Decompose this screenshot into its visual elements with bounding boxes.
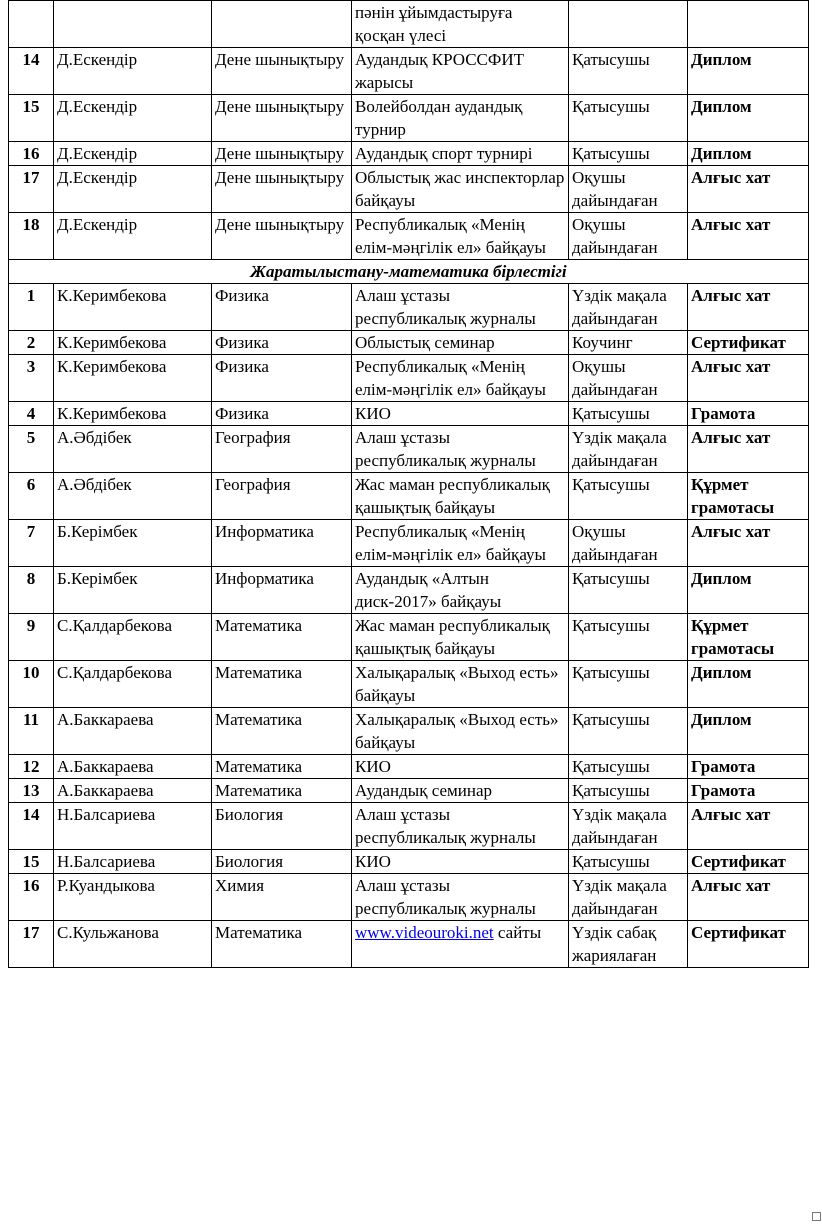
cell-name: Р.Куандыкова: [54, 874, 212, 921]
table-row: [9, 874, 809, 921]
cell-name: А.Баккараева: [54, 708, 212, 755]
table-row: [9, 473, 809, 520]
cell-num: 17: [9, 166, 54, 213]
cell-event: Алаш ұстазы республикалық журналы: [352, 284, 569, 331]
cell-name: Д.Ескендір: [54, 48, 212, 95]
cell-event: Аудандық семинар: [352, 779, 569, 803]
cell-event: Облыстық жас инспекторлар байқауы: [352, 166, 569, 213]
cell-result: Құрмет грамотасы: [688, 473, 809, 520]
cell-num: 15: [9, 95, 54, 142]
cell-subject: Физика: [212, 331, 352, 355]
cell-num: 12: [9, 755, 54, 779]
cell-subject: Дене шынықтыру: [212, 166, 352, 213]
cell-event: Халықаралық «Выход есть» байқауы: [352, 708, 569, 755]
cell-event: Аудандық спорт турнирі: [352, 142, 569, 166]
cell-result: Грамота: [688, 402, 809, 426]
cell-result: Алғыс хат: [688, 213, 809, 260]
cell-subject: Дене шынықтыру: [212, 213, 352, 260]
cell-event: Республикалық «Менің елім-мәңгілік ел» байқауы: [352, 213, 569, 260]
cell-num: 3: [9, 355, 54, 402]
table-row: [9, 166, 809, 213]
cell-subject: Математика: [212, 708, 352, 755]
cell-result: Диплом: [688, 661, 809, 708]
cell-result: Алғыс хат: [688, 874, 809, 921]
cell-event: Облыстық семинар: [352, 331, 569, 355]
cell-subject: Дене шынықтыру: [212, 95, 352, 142]
cell-name: Н.Балсариева: [54, 850, 212, 874]
cell-event: Алаш ұстазы республикалық журналы: [352, 803, 569, 850]
cell-num: 14: [9, 48, 54, 95]
cell-name: А.Баккараева: [54, 779, 212, 803]
table-row: [9, 614, 809, 661]
table-row: [9, 402, 809, 426]
table-row: [9, 850, 809, 874]
cell-result: Алғыс хат: [688, 520, 809, 567]
document-page: [8, 0, 808, 968]
cell-subject: Химия: [212, 874, 352, 921]
cell-subject: Физика: [212, 402, 352, 426]
cell-subject: [212, 1, 352, 48]
cell-result: Диплом: [688, 95, 809, 142]
cell-result: Грамота: [688, 779, 809, 803]
cell-name: Д.Ескендір: [54, 95, 212, 142]
cell-num: 13: [9, 779, 54, 803]
cell-result: [688, 1, 809, 48]
cell-name: А.Әбдібек: [54, 473, 212, 520]
cell-name: С.Қалдарбекова: [54, 661, 212, 708]
cell-subject: Информатика: [212, 567, 352, 614]
cell-name: К.Керимбекова: [54, 284, 212, 331]
cell-num: 17: [9, 921, 54, 968]
cell-name: [54, 1, 212, 48]
cell-name: К.Керимбекова: [54, 331, 212, 355]
cell-role: Қатысушы: [569, 779, 688, 803]
cell-role: Оқушы дайындаған: [569, 213, 688, 260]
cell-role: Қатысушы: [569, 755, 688, 779]
cell-name: Б.Керімбек: [54, 567, 212, 614]
cell-subject: Дене шынықтыру: [212, 48, 352, 95]
table-row-continuation: [9, 1, 809, 48]
cell-subject: Математика: [212, 755, 352, 779]
cell-num: 4: [9, 402, 54, 426]
cell-result: Грамота: [688, 755, 809, 779]
cell-role: Үздік мақала дайындаған: [569, 874, 688, 921]
cell-subject: Физика: [212, 355, 352, 402]
cell-result: Диплом: [688, 48, 809, 95]
cell-role: Үздік мақала дайындаған: [569, 284, 688, 331]
cell-result: Алғыс хат: [688, 355, 809, 402]
table-row: [9, 284, 809, 331]
cell-name: А.Баккараева: [54, 755, 212, 779]
table-row: [9, 779, 809, 803]
table-row: [9, 921, 809, 968]
cell-role: Қатысушы: [569, 614, 688, 661]
cell-event: КИО: [352, 850, 569, 874]
cell-num: 7: [9, 520, 54, 567]
table-row: [9, 661, 809, 708]
cell-subject: Биология: [212, 850, 352, 874]
cell-event-rest: сайты: [493, 923, 542, 942]
cell-event: [352, 921, 569, 968]
cell-subject: География: [212, 426, 352, 473]
cell-role: Оқушы дайындаған: [569, 355, 688, 402]
cell-event: Алаш ұстазы республикалық журналы: [352, 874, 569, 921]
table-row: [9, 95, 809, 142]
cell-event: КИО: [352, 755, 569, 779]
cell-result: Диплом: [688, 708, 809, 755]
cell-result: Сертификат: [688, 850, 809, 874]
cell-subject: Биология: [212, 803, 352, 850]
cell-result: Алғыс хат: [688, 284, 809, 331]
table-body: [9, 1, 809, 968]
cell-subject: Математика: [212, 779, 352, 803]
cell-num: 6: [9, 473, 54, 520]
cell-role: Үздік мақала дайындаған: [569, 426, 688, 473]
cell-num: 15: [9, 850, 54, 874]
cell-role: Қатысушы: [569, 473, 688, 520]
cell-name: С.Кульжанова: [54, 921, 212, 968]
table-row: [9, 48, 809, 95]
cell-num: 10: [9, 661, 54, 708]
table-row: [9, 213, 809, 260]
cell-event: Алаш ұстазы республикалық журналы: [352, 426, 569, 473]
table-row: [9, 708, 809, 755]
cell-name: Д.Ескендір: [54, 213, 212, 260]
table-row: [9, 331, 809, 355]
cell-subject: Физика: [212, 284, 352, 331]
cell-name: А.Әбдібек: [54, 426, 212, 473]
cell-result: Алғыс хат: [688, 426, 809, 473]
cell-result: Алғыс хат: [688, 803, 809, 850]
cell-event: Халықаралық «Выход есть» байқауы: [352, 661, 569, 708]
achievements-table: [8, 0, 809, 968]
cell-num: 11: [9, 708, 54, 755]
cell-name: Д.Ескендір: [54, 142, 212, 166]
cell-role: Қатысушы: [569, 48, 688, 95]
cell-event: Жас маман республикалық қашықтық байқауы: [352, 614, 569, 661]
cell-name: Н.Балсариева: [54, 803, 212, 850]
cell-event: КИО: [352, 402, 569, 426]
cell-num: 1: [9, 284, 54, 331]
cell-result: Құрмет грамотасы: [688, 614, 809, 661]
cell-result: Диплом: [688, 142, 809, 166]
cell-role: [569, 1, 688, 48]
cell-num: 16: [9, 142, 54, 166]
section-title: Жаратылыстану-математика бірлестігі: [9, 260, 809, 284]
page-corner-marker: [812, 1212, 821, 1221]
cell-role: Қатысушы: [569, 661, 688, 708]
cell-result: Диплом: [688, 567, 809, 614]
cell-event: Волейболдан аудандық турнир: [352, 95, 569, 142]
cell-subject: Информатика: [212, 520, 352, 567]
cell-role: Қатысушы: [569, 142, 688, 166]
videouroki-link[interactable]: www.videouroki.net: [355, 923, 494, 942]
cell-num: 5: [9, 426, 54, 473]
cell-name: Д.Ескендір: [54, 166, 212, 213]
table-row: [9, 355, 809, 402]
cell-num: 14: [9, 803, 54, 850]
cell-num: 18: [9, 213, 54, 260]
cell-role: Оқушы дайындаған: [569, 166, 688, 213]
table-row: [9, 567, 809, 614]
cell-role: Үздік мақала дайындаған: [569, 803, 688, 850]
cell-event: Аудандық КРОССФИТ жарысы: [352, 48, 569, 95]
section-header-row: [9, 260, 809, 284]
cell-subject: Математика: [212, 614, 352, 661]
cell-result: Алғыс хат: [688, 166, 809, 213]
cell-event: Аудандық «Алтын диск-2017» байқауы: [352, 567, 569, 614]
cell-role: Коучинг: [569, 331, 688, 355]
table-row: [9, 426, 809, 473]
cell-subject: Математика: [212, 661, 352, 708]
cell-event: Республикалық «Менің елім-мәңгілік ел» байқауы: [352, 355, 569, 402]
cell-subject: Дене шынықтыру: [212, 142, 352, 166]
cell-event: Республикалық «Менің елім-мәңгілік ел» байқауы: [352, 520, 569, 567]
cell-num: [9, 1, 54, 48]
table-row: [9, 142, 809, 166]
cell-role: Қатысушы: [569, 95, 688, 142]
cell-event: пәнін ұйымдастыруға қосқан үлесі: [352, 1, 569, 48]
cell-name: С.Қалдарбекова: [54, 614, 212, 661]
table-row: [9, 755, 809, 779]
cell-subject: География: [212, 473, 352, 520]
cell-num: 16: [9, 874, 54, 921]
cell-role: Үздік сабақ жариялаған: [569, 921, 688, 968]
cell-role: Оқушы дайындаған: [569, 520, 688, 567]
table-row: [9, 803, 809, 850]
cell-result: Сертификат: [688, 921, 809, 968]
cell-role: Қатысушы: [569, 402, 688, 426]
cell-subject: Математика: [212, 921, 352, 968]
cell-event: Жас маман республикалық қашықтық байқауы: [352, 473, 569, 520]
cell-name: Б.Керімбек: [54, 520, 212, 567]
cell-name: К.Керимбекова: [54, 355, 212, 402]
table-row: [9, 520, 809, 567]
cell-role: Қатысушы: [569, 708, 688, 755]
cell-num: 9: [9, 614, 54, 661]
cell-name: К.Керимбекова: [54, 402, 212, 426]
cell-num: 8: [9, 567, 54, 614]
cell-result: Сертификат: [688, 331, 809, 355]
cell-num: 2: [9, 331, 54, 355]
cell-role: Қатысушы: [569, 567, 688, 614]
cell-role: Қатысушы: [569, 850, 688, 874]
